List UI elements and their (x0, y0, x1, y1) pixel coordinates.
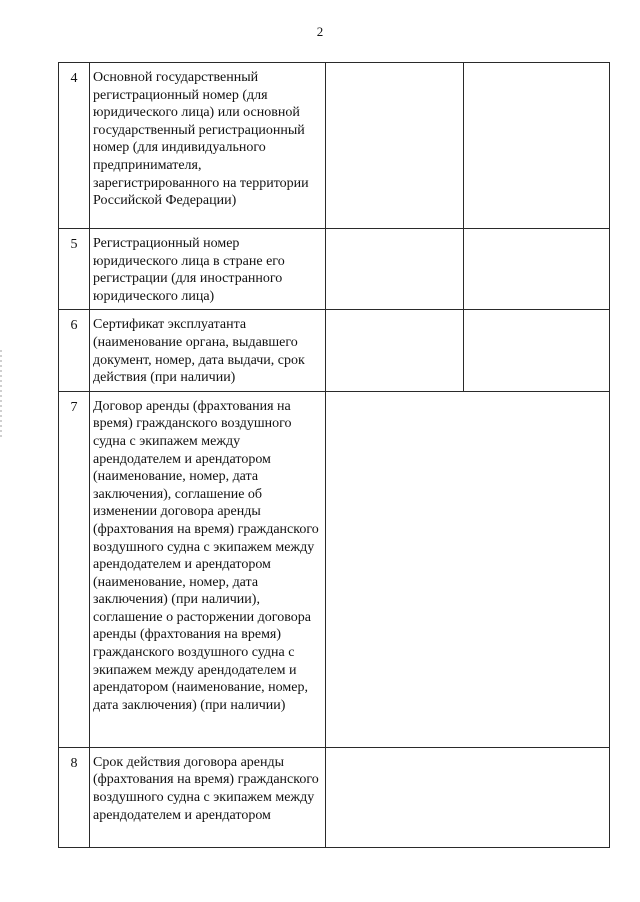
value-cell (464, 229, 610, 310)
row-number: 8 (59, 747, 90, 847)
value-cell (464, 63, 610, 229)
table-row-4 (59, 63, 610, 229)
row-label: Срок действия договора аренды (фрахтования на время) гражданского воздушного судна с экипажем между арендодателем и арендатором (90, 747, 326, 847)
table-row-5 (59, 229, 610, 310)
row-number: 7 (59, 391, 90, 747)
row-label: Сертификат эксплуатанта (наименование органа, выдавшего документ, номер, дата выдачи, срок действия (при наличии) (90, 310, 326, 391)
scan-margin-mark (0, 350, 2, 440)
value-cell (326, 63, 464, 229)
table-row-8 (59, 747, 610, 847)
table-row-7 (59, 391, 610, 747)
value-cell (326, 310, 464, 391)
value-cell (326, 747, 610, 847)
row-label: Регистрационный номер юридического лица в стране его регистрации (для иностранного юридического лица) (90, 229, 326, 310)
row-number: 4 (59, 63, 90, 229)
value-cell (464, 310, 610, 391)
value-cell (326, 229, 464, 310)
row-number: 6 (59, 310, 90, 391)
row-label: Основной государственный регистрационный номер (для юридического лица) или основной государственный регистрационный номер (для индивидуального предпринимателя, зарегистрированного на территории Российской Федерации) (90, 63, 326, 229)
table-row-6 (59, 310, 610, 391)
row-number: 5 (59, 229, 90, 310)
row-label: Договор аренды (фрахтования на время) гражданского воздушного судна с экипажем между арендодателем и арендатором (наименование, номер, дата заключения), соглашение об изменении договора аренды (фрахтования на время) гражданского воздушного судна с экипажем между арендодателем и арендатором (наименование, номер, дата заключения) (при наличии), соглашение о расторжении договора аренды (фрахтования на время) гражданского воздушного судна с экипажем между арендодателем и арендатором (наименование, номер, дата заключения) (при наличии) (90, 391, 326, 747)
form-table (58, 62, 610, 848)
value-cell (326, 391, 610, 747)
page-number: 2 (316, 24, 324, 39)
